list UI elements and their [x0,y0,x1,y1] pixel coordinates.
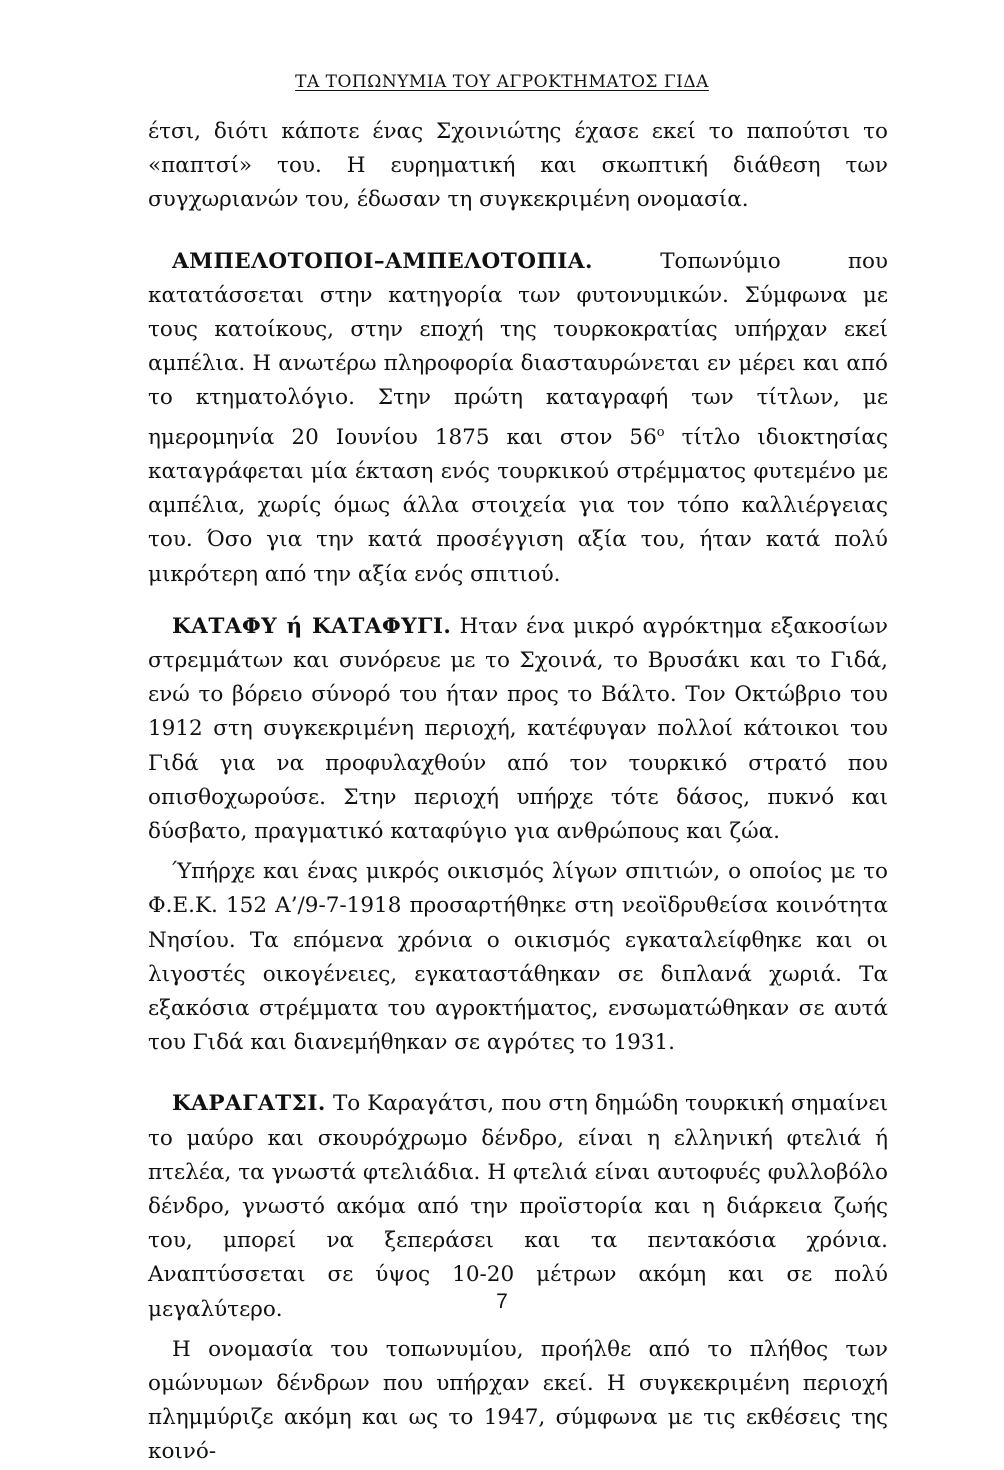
paragraph-text-continued: τίτλο ιδιοκτησίας καταγράφεται μία έκταση ενός τουρκικού στρέμματος φυτεμένο με αμπέλια, χωρίς όμως άλλα στοιχεία για τον τόπο καλλιέργειας του. Όσο για την κατά προσέγγιση αξία του, ήταν κατά πολύ μικρότερη από την αξία ενός σπιτιού. [148,424,888,587]
ordinal-superscript: ο [656,424,665,440]
continuation-paragraph [148,115,888,218]
paragraph-karagatsi-naming [148,1333,888,1470]
paragraph-text: έτσι, διότι κάποτε ένας Σχοινιώτης έχασε εκεί το παπούτσι το «παπτσί» του. Η ευρηματική και σκωπτική διάθεση των συγχωριανών του, έδωσαν τη συγκεκριμένη ονομασία. [148,119,888,213]
page-number: 7 [496,1290,508,1313]
paragraph-text: Ύπήρχε και ένας μικρός οικισμός λίγων σπιτιών, ο οποίος με το Φ.Ε.Κ. 152 Α’/9-7-1918 προσαρτήθηκε στη νεοϊδρυθείσα κοινότητα Νησίου. Τα επόμενα χρόνια ο οικισμός εγκαταλείφθηκε και οι λιγοστές οικογένειες, εγκαταστάθηκαν σε διπλανά χωριά. Τα εξακόσια στρέμματα του αγροκτήματος, ενσωματώθηκαν σε αυτά του Γιδά και διανεμήθηκαν σε αγρότες το 1931. [148,859,888,1056]
running-title: ΤΑ ΤΟΠΩΝΥΜΙΑ ΤΟΥ ΑΓΡΟΚΤΗΜΑΤΟΣ ΓΙΔΑ [295,72,709,92]
entry-term: ΚΑΡΑΓΑΤΣΙ. [172,1091,326,1117]
entry-katafy [148,610,888,849]
paragraph-text: Ηταν ένα μικρό αγρόκτημα εξακοσίων στρεμμάτων και συνόρευε με το Σχοινά, το Βρυσάκι και το Γιδά, ενώ το βόρειο σύνορό του ήταν προς το Βάλτο. Τον Οκτώβριο του 1912 στη συγκεκριμένη περιοχή, κατέφυγαν πολλοί κάτοικοι του Γιδά για να προφυλαχθούν από τον τουρκικό στρατό που οπισθοχωρούσε. Στην περιοχή υπήρχε τότε δάσος, πυκνό και δύσβατο, πραγματικό καταφύγιο για ανθρώπους και ζώα. [148,613,888,845]
paragraph-text: Η ονομασία του τοπωνυμίου, προήλθε από το πλήθος των ομώνυμων δένδρων που υπήρχαν εκεί. Η συγκεκριμένη περιοχή πλημμύριζε ακόμη και ως το 1947, σύμφωνα με τις εκθέσεις της κοινό- [148,1336,888,1465]
entry-ampelotopoi [148,245,888,592]
paragraph-text: Το Καραγάτσι, που στη δημώδη τουρκική σημαίνει το μαύρο και σκουρόχρωμο δένδρο, είναι η ελληνική φτελιά ή πτελέα, τα γνωστά φτελιάδια. Η φτελιά είναι αυτοφυές φυλλοβόλο δένδρο, γνωστό ακόμα από την προϊστορία και η διάρκεια ζωής του, μπορεί να ξεπεράσει και τα πεντακόσια χρόνια. Αναπτύσσεται σε ύψος 10-20 μέτρων ακόμη και σε πολύ μεγαλύτερο. [148,1091,888,1322]
entry-term: ΑΜΠΕΛΟΤΟΠΟΙ–ΑΜΠΕΛΟΤΟΠΙΑ. [172,248,593,274]
entry-term: ΚΑΤΑΦΥ ή ΚΑΤΑΦΥΓΙ. [172,613,452,639]
page-body [148,115,888,1470]
paragraph-text: Τοπωνύμιο που κατατάσσεται στην κατηγορία των φυτονυμικών. Σύμφωνα με τους κατοίκους, στην εποχή της τουρκοκρατίας υπήρχαν εκεί αμπέλια. Η ανωτέρω πληροφορία διασταυρώνεται εν μέρει και από το κτηματολόγιο. Στην πρώτη καταγραφή των τίτλων, με ημερομηνία 20 Ιουνίου 1875 και στον 56 [148,248,888,450]
paragraph-katafy-settlement [148,855,888,1060]
running-header [0,72,1004,92]
